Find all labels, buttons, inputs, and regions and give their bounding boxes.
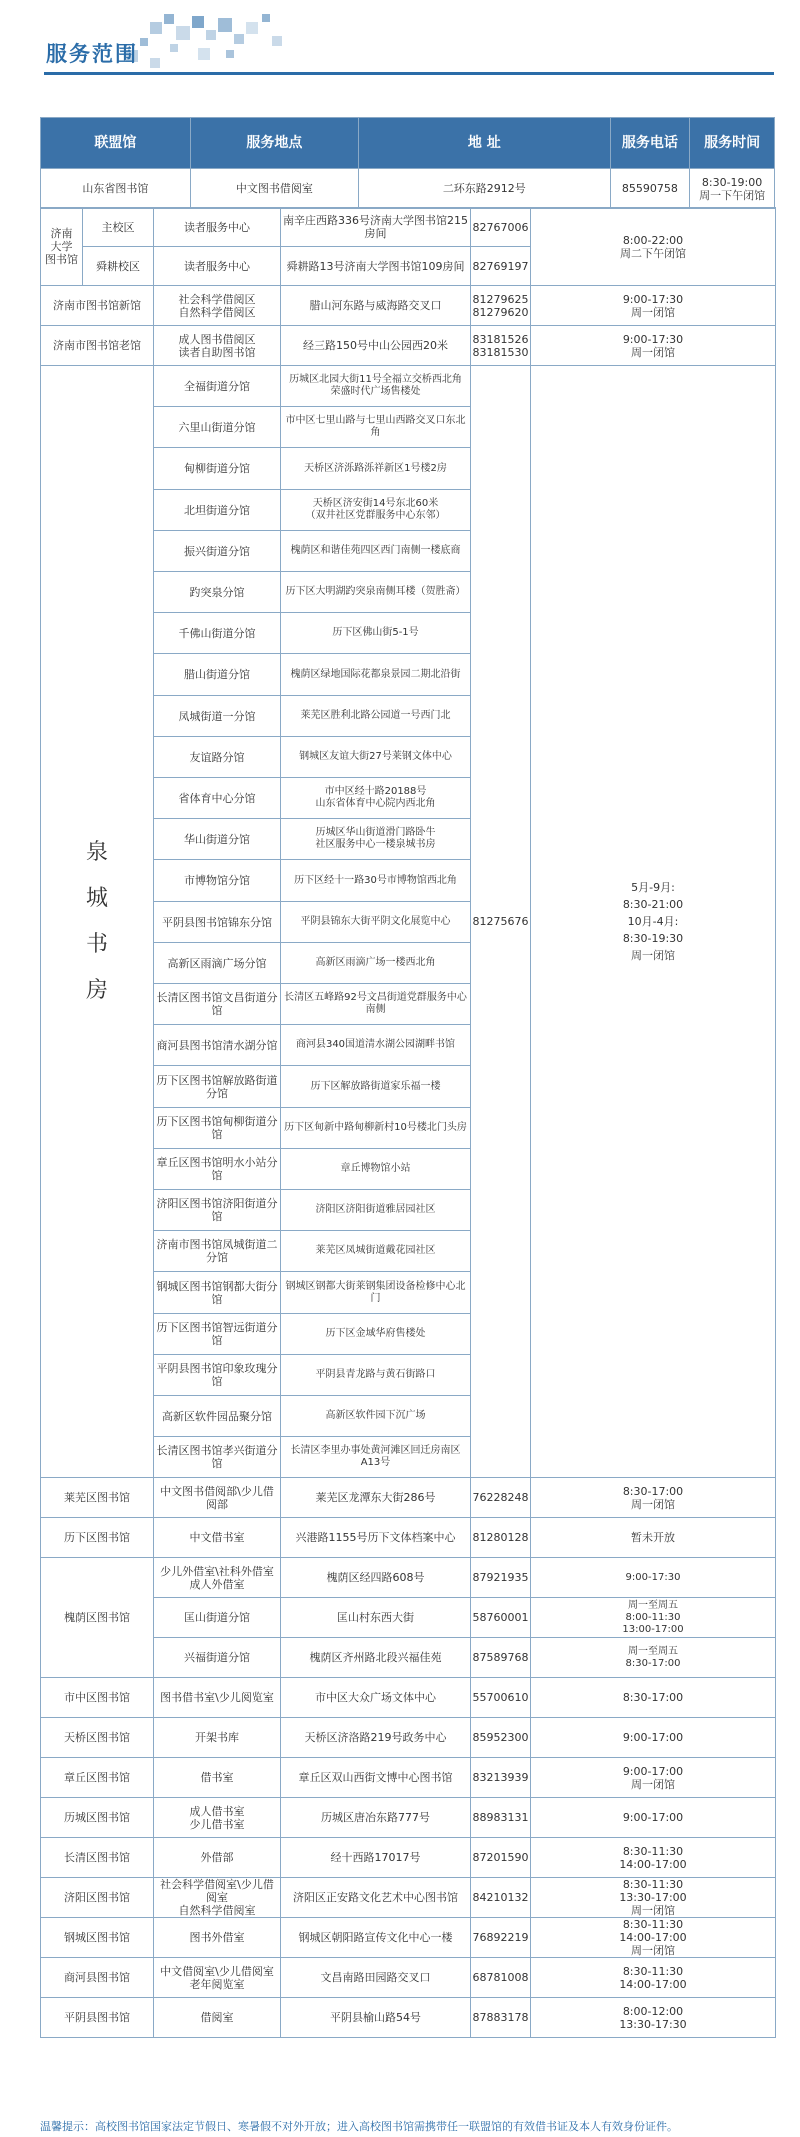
service-place: 读者服务中心 [153, 246, 281, 286]
header-cell: 联盟馆 [41, 118, 191, 169]
library-name: 山东省图书馆 [41, 169, 191, 209]
address: 槐荫区齐州路北段兴福佳苑 [280, 1637, 471, 1678]
library-name: 章丘区图书馆 [40, 1757, 154, 1798]
library-name: 商河县图书馆 [40, 1957, 154, 1998]
branch-place: 华山街道分馆 [153, 818, 281, 860]
library-name: 历下区图书馆 [40, 1517, 154, 1558]
branch-place: 历下区图书馆智远街道分馆 [153, 1313, 281, 1355]
table-row [41, 169, 775, 209]
address: 市中区大众广场文体中心 [280, 1677, 471, 1718]
service-time: 5月-9月: 8:30-21:00 10月-4月: 8:30-19:30 周一闭馆 [530, 365, 776, 1478]
phone: 85952300 [470, 1717, 531, 1758]
phone: 85590758 [610, 169, 689, 209]
branch-place: 腊山街道分馆 [153, 653, 281, 696]
service-time: 8:30-17:00 周一闭馆 [530, 1477, 776, 1518]
phone: 87921935 [470, 1557, 531, 1598]
service-table [40, 117, 775, 209]
branch-address: 天桥区济安街14号东北60米 （双井社区党群服务中心东邻） [280, 489, 471, 531]
service-time: 8:30-11:30 13:30-17:00 周一闭馆 [530, 1877, 776, 1918]
branch-address: 莱芜区凤城街道戴花园社区 [280, 1230, 471, 1272]
service-place: 图书借书室\少儿阅览室 [153, 1677, 281, 1718]
branch-address: 市中区七里山路与七里山西路交叉口东北角 [280, 406, 471, 448]
service-time: 8:30-19:00 周一下午闭馆 [690, 169, 775, 209]
branch-address: 槐荫区和谐佳苑四区西门南侧一楼底商 [280, 530, 471, 572]
address: 匡山村东西大街 [280, 1597, 471, 1638]
library-name: 济南市图书馆新馆 [40, 285, 154, 326]
address: 经十西路17017号 [280, 1837, 471, 1878]
branch-address: 历下区经十一路30号市博物馆西北角 [280, 859, 471, 902]
branch-place: 凤城街道一分馆 [153, 695, 281, 737]
phone: 83181526 83181530 [470, 325, 531, 366]
service-place: 兴福街道分馆 [153, 1637, 281, 1678]
phone: 81280128 [470, 1517, 531, 1558]
branch-address: 济阳区济阳街道雅居园社区 [280, 1189, 471, 1231]
address: 平阴县榆山路54号 [280, 1997, 471, 2038]
service-place: 中文图书借阅部\少儿借阅部 [153, 1477, 281, 1518]
library-name: 历城区图书馆 [40, 1797, 154, 1838]
page-header [0, 0, 800, 90]
library-name: 长清区图书馆 [40, 1837, 154, 1878]
branch-address: 市中区经十路20188号 山东省体育中心院内西北角 [280, 777, 471, 819]
branch-place: 市博物馆分馆 [153, 859, 281, 902]
service-place: 成人图书借阅区 读者自助图书馆 [153, 325, 281, 366]
branch-address: 历下区佛山街5-1号 [280, 612, 471, 654]
address: 文昌南路田园路交叉口 [280, 1957, 471, 1998]
service-time: 8:00-12:00 13:30-17:30 [530, 1997, 776, 2038]
footer-note: 温馨提示：高校图书馆国家法定节假日、寒暑假不对外开放；进入高校图书馆需携带任一联盟馆的有效借书证及本人有效身份证件。 [40, 2120, 678, 2133]
library-name: 济南 大学 图书馆 [40, 207, 83, 286]
library-name: 钢城区图书馆 [40, 1917, 154, 1958]
branch-address: 历城区华山街道滑门路卧牛 社区服务中心一楼泉城书房 [280, 818, 471, 860]
branch-place: 长清区图书馆孝兴街道分馆 [153, 1436, 281, 1478]
service-time: 9:00-17:30 周一闭馆 [530, 325, 776, 366]
phone: 87201590 [470, 1837, 531, 1878]
library-name: 市中区图书馆 [40, 1677, 154, 1718]
service-place: 借书室 [153, 1757, 281, 1798]
branch-place: 平阴县图书馆印象玫瑰分馆 [153, 1354, 281, 1396]
branch-address: 历下区解放路街道家乐福一楼 [280, 1065, 471, 1108]
service-place: 借阅室 [153, 1997, 281, 2038]
service-time: 8:30-11:30 14:00-17:00 [530, 1957, 776, 1998]
service-place: 匡山街道分馆 [153, 1597, 281, 1638]
page-title: 服务范围 [46, 42, 138, 66]
address: 经三路150号中山公园西20米 [280, 325, 471, 366]
branch-place: 振兴街道分馆 [153, 530, 281, 572]
branch-place: 六里山街道分馆 [153, 406, 281, 448]
service-place: 中文图书借阅室 [190, 169, 358, 209]
service-time: 9:00-17:00 周一闭馆 [530, 1757, 776, 1798]
address: 腊山河东路与威海路交叉口 [280, 285, 471, 326]
header-cell: 服务时间 [690, 118, 775, 169]
phone: 88983131 [470, 1797, 531, 1838]
branch-address: 莱芜区胜利北路公园道一号西门北 [280, 695, 471, 737]
library-name: 莱芜区图书馆 [40, 1477, 154, 1518]
address: 历城区唐冶东路777号 [280, 1797, 471, 1838]
service-time: 暂未开放 [530, 1517, 776, 1558]
phone: 68781008 [470, 1957, 531, 1998]
phone: 83213939 [470, 1757, 531, 1798]
phone: 87883178 [470, 1997, 531, 2038]
branch-place: 章丘区图书馆明水小站分馆 [153, 1148, 281, 1190]
branch-address: 高新区雨滴广场一楼西北角 [280, 942, 471, 984]
branch-place: 全福街道分馆 [153, 365, 281, 407]
address: 舜耕路13号济南大学图书馆109房间 [280, 246, 471, 286]
address: 南辛庄西路336号济南大学图书馆215房间 [280, 207, 471, 247]
library-name: 济南市图书馆老馆 [40, 325, 154, 366]
service-time: 9:00-17:30 周一闭馆 [530, 285, 776, 326]
branch-place: 千佛山街道分馆 [153, 612, 281, 654]
branch-address: 章丘博物馆小站 [280, 1148, 471, 1190]
service-place: 少儿外借室\社科外借室 成人外借室 [153, 1557, 281, 1598]
header-divider [44, 72, 774, 75]
branch-place: 济阳区图书馆济阳街道分馆 [153, 1189, 281, 1231]
service-time: 9:00-17:00 [530, 1717, 776, 1758]
service-time: 8:00-22:00 周二下午闭馆 [530, 207, 776, 286]
service-place: 中文借书室 [153, 1517, 281, 1558]
header-cell: 服务地点 [190, 118, 358, 169]
service-time: 8:30-11:30 14:00-17:00 周一闭馆 [530, 1917, 776, 1958]
service-place: 图书外借室 [153, 1917, 281, 1958]
campus-name: 舜耕校区 [82, 246, 154, 286]
service-time: 周一至周五 8:00-11:30 13:00-17:00 [530, 1597, 776, 1638]
service-time: 8:30-17:00 [530, 1677, 776, 1718]
service-place: 社会科学借阅室\少儿借阅室 自然科学借阅室 [153, 1877, 281, 1918]
branch-place: 平阴县图书馆锦东分馆 [153, 901, 281, 943]
address: 济阳区正安路文化艺术中心图书馆 [280, 1877, 471, 1918]
service-time: 9:00-17:30 [530, 1557, 776, 1598]
library-name: 天桥区图书馆 [40, 1717, 154, 1758]
branch-place: 北坦街道分馆 [153, 489, 281, 531]
branch-place: 历下区图书馆解放路街道分馆 [153, 1065, 281, 1108]
branch-address: 长清区五峰路92号文昌街道党群服务中心南侧 [280, 983, 471, 1025]
branch-place: 钢城区图书馆钢都大街分馆 [153, 1271, 281, 1314]
branch-address: 历下区金域华府售楼处 [280, 1313, 471, 1355]
phone: 76892219 [470, 1917, 531, 1958]
address: 二环东路2912号 [358, 169, 610, 209]
branch-address: 钢城区友谊大街27号莱钢文体中心 [280, 736, 471, 778]
table-header-row [41, 118, 775, 169]
branch-place: 高新区雨滴广场分馆 [153, 942, 281, 984]
branch-place: 高新区软件园品聚分馆 [153, 1395, 281, 1437]
service-place: 开架书库 [153, 1717, 281, 1758]
address: 兴港路1155号历下文体档案中心 [280, 1517, 471, 1558]
phone: 82767006 [470, 207, 531, 247]
phone: 55700610 [470, 1677, 531, 1718]
service-time: 周一至周五 8:30-17:00 [530, 1637, 776, 1678]
campus-name: 主校区 [82, 207, 154, 247]
library-name: 平阴县图书馆 [40, 1997, 154, 2038]
branch-address: 平阴县锦东大街平阴文化展览中心 [280, 901, 471, 943]
address: 钢城区朝阳路宣传文化中心一楼 [280, 1917, 471, 1958]
library-name: 槐荫区图书馆 [40, 1557, 154, 1678]
branch-address: 钢城区钢都大街莱钢集团设备检修中心北门 [280, 1271, 471, 1314]
phone: 81275676 [470, 365, 531, 1478]
branch-address: 高新区软件园下沉广场 [280, 1395, 471, 1437]
branch-place: 趵突泉分馆 [153, 571, 281, 613]
service-time: 8:30-11:30 14:00-17:00 [530, 1837, 776, 1878]
branch-address: 商河县340国道清水湖公园湖畔书馆 [280, 1024, 471, 1066]
branch-place: 省体育中心分馆 [153, 777, 281, 819]
address: 天桥区济洛路219号政务中心 [280, 1717, 471, 1758]
phone: 84210132 [470, 1877, 531, 1918]
branch-address: 历下区甸新中路甸柳新村10号楼北门头房 [280, 1107, 471, 1149]
branch-place: 历下区图书馆甸柳街道分馆 [153, 1107, 281, 1149]
branch-place: 长清区图书馆文昌街道分馆 [153, 983, 281, 1025]
phone: 82769197 [470, 246, 531, 286]
header-cell: 地 址 [358, 118, 610, 169]
phone: 87589768 [470, 1637, 531, 1678]
branch-place: 甸柳街道分馆 [153, 447, 281, 490]
branch-address: 历下区大明湖趵突泉南侧耳楼（贺胜斋） [280, 571, 471, 613]
branch-address: 长清区李里办事处黄河滩区回迁房南区A13号 [280, 1436, 471, 1478]
service-place: 成人借书室 少儿借书室 [153, 1797, 281, 1838]
library-name: 泉 城 书 房 [40, 365, 154, 1478]
branch-address: 槐荫区绿地国际花都泉景园二期北沿街 [280, 653, 471, 696]
service-place: 中文借阅室\少儿借阅室 老年阅览室 [153, 1957, 281, 1998]
address: 槐荫区经四路608号 [280, 1557, 471, 1598]
service-time: 9:00-17:00 [530, 1797, 776, 1838]
address: 莱芜区龙潭东大街286号 [280, 1477, 471, 1518]
phone: 76228248 [470, 1477, 531, 1518]
library-name: 济阳区图书馆 [40, 1877, 154, 1918]
branch-address: 天桥区济泺路泺祥新区1号楼2房 [280, 447, 471, 490]
service-place: 读者服务中心 [153, 207, 281, 247]
branch-place: 商河县图书馆清水湖分馆 [153, 1024, 281, 1066]
branch-place: 济南市图书馆凤城街道二分馆 [153, 1230, 281, 1272]
branch-place: 友谊路分馆 [153, 736, 281, 778]
branch-address: 历城区北园大街11号全福立交桥西北角 荣盛时代广场售楼处 [280, 365, 471, 407]
branch-address: 平阴县青龙路与黄石街路口 [280, 1354, 471, 1396]
address: 章丘区双山西街文博中心图书馆 [280, 1757, 471, 1798]
phone: 81279625 81279620 [470, 285, 531, 326]
header-cell: 服务电话 [610, 118, 689, 169]
phone: 58760001 [470, 1597, 531, 1638]
service-place: 外借部 [153, 1837, 281, 1878]
service-place: 社会科学借阅区 自然科学借阅区 [153, 285, 281, 326]
